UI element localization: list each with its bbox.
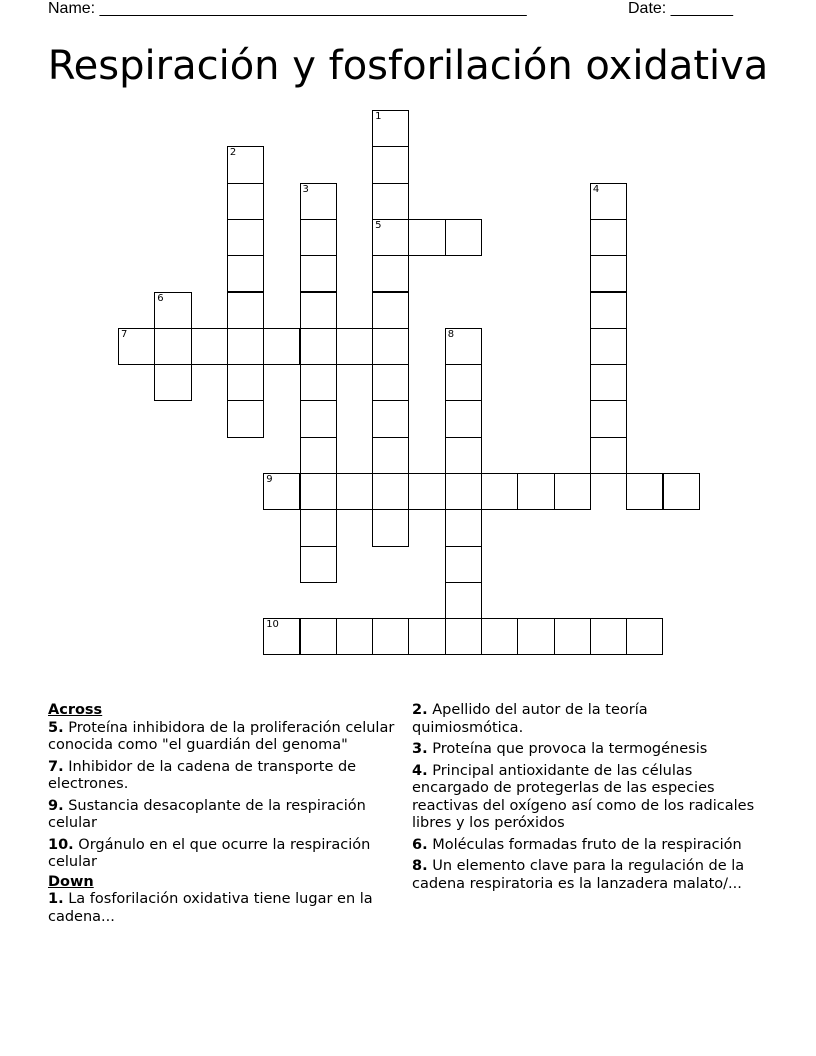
grid-cell[interactable] — [445, 473, 482, 510]
grid-cell[interactable] — [336, 618, 373, 655]
cell-number: 7 — [121, 328, 128, 340]
grid-cell[interactable] — [227, 400, 264, 437]
grid-cell[interactable] — [372, 364, 409, 401]
grid-cell[interactable] — [300, 546, 337, 583]
grid-cell-1[interactable] — [372, 110, 409, 147]
grid-cell[interactable] — [300, 618, 337, 655]
clue-number: 9. — [48, 797, 64, 814]
grid-cell[interactable] — [590, 292, 627, 329]
cell-number: 9 — [266, 474, 273, 485]
down-clue-1 — [48, 891, 400, 926]
grid-cell[interactable] — [517, 618, 554, 655]
clue-number: 4. — [412, 762, 428, 779]
across-clue-5 — [48, 720, 400, 755]
grid-cell[interactable] — [372, 509, 409, 546]
grid-cell[interactable] — [626, 618, 663, 655]
grid-cell[interactable] — [445, 509, 482, 546]
grid-cell[interactable] — [408, 618, 445, 655]
cell-number: 1 — [375, 111, 382, 122]
grid-cell[interactable] — [372, 618, 409, 655]
grid-cell[interactable] — [154, 328, 191, 365]
grid-cell[interactable] — [300, 219, 337, 256]
grid-cell[interactable] — [227, 292, 264, 329]
clue-text: Orgánulo en el que ocurre la respiración celular — [48, 836, 371, 870]
cell-number: 8 — [447, 328, 455, 340]
across-heading: Across — [48, 702, 103, 718]
grid-cell[interactable] — [372, 328, 409, 365]
clue-text: Un elemento clave para la regulación de la cadena respiratoria es la lanzadera malato/... — [412, 858, 745, 892]
name-field-label: Name: ________________________________________________ — [48, 0, 527, 17]
clue-text: Proteína que provoca la termogénesis — [427, 741, 708, 757]
grid-cell[interactable] — [408, 219, 445, 256]
grid-cell[interactable] — [554, 473, 591, 510]
grid-cell-10[interactable] — [263, 618, 300, 655]
grid-cell[interactable] — [372, 400, 409, 437]
grid-cell-6[interactable] — [154, 292, 191, 329]
grid-cell[interactable] — [445, 618, 482, 655]
grid-cell[interactable] — [227, 183, 264, 220]
clue-text: Sustancia desacoplante de la respiración celular — [48, 797, 366, 831]
clue-number: 6. — [412, 836, 428, 853]
grid-cell[interactable] — [300, 328, 337, 365]
grid-cell[interactable] — [372, 473, 409, 510]
grid-cell[interactable] — [445, 219, 482, 256]
grid-cell[interactable] — [372, 183, 409, 220]
across-clue-10 — [48, 837, 400, 872]
clue-text: La fosforilación oxidativa tiene lugar en la cadena... — [48, 891, 373, 925]
across-clue-7 — [48, 759, 400, 794]
grid-cell[interactable] — [336, 328, 373, 365]
grid-cell[interactable] — [445, 400, 482, 437]
grid-cell[interactable] — [590, 219, 627, 256]
clue-number: 8. — [412, 858, 428, 874]
cell-number: 10 — [266, 619, 279, 631]
grid-cell[interactable] — [590, 400, 627, 437]
down-heading: Down — [48, 873, 94, 890]
clue-number: 1. — [48, 891, 64, 907]
grid-cell[interactable] — [263, 328, 300, 365]
grid-cell[interactable] — [300, 364, 337, 401]
cell-number: 4 — [592, 183, 600, 195]
clue-number: 5. — [48, 719, 64, 736]
down-clue-8 — [412, 858, 762, 893]
clue-text: Moléculas formadas fruto de la respiración — [427, 836, 742, 853]
clue-text: Inhibidor de la cadena de transporte de electrones. — [48, 758, 357, 792]
clues-left-column — [48, 702, 400, 930]
grid-cell[interactable] — [300, 473, 337, 510]
grid-cell[interactable] — [590, 437, 627, 474]
cell-number: 6 — [157, 292, 164, 304]
grid-cell-3[interactable] — [300, 183, 337, 220]
grid-cell[interactable] — [445, 546, 482, 583]
cell-number: 3 — [302, 183, 309, 195]
grid-cell[interactable] — [372, 292, 409, 329]
clue-text: Proteína inhibidora de la proliferación celular conocida como "el guardián del genoma" — [48, 719, 395, 753]
grid-cell-9[interactable] — [263, 473, 300, 510]
down-clue-6 — [412, 837, 762, 855]
grid-cell[interactable] — [372, 146, 409, 183]
grid-cell[interactable] — [626, 473, 663, 510]
grid-cell[interactable] — [445, 582, 482, 619]
grid-cell[interactable] — [227, 255, 264, 292]
grid-cell[interactable] — [191, 328, 228, 365]
clue-number: 2. — [412, 702, 428, 718]
grid-cell[interactable] — [300, 437, 337, 474]
grid-cell[interactable] — [590, 328, 627, 365]
grid-cell[interactable] — [517, 473, 554, 510]
grid-cell[interactable] — [663, 473, 700, 510]
grid-cell[interactable] — [445, 437, 482, 474]
grid-cell[interactable] — [590, 364, 627, 401]
grid-cell[interactable] — [227, 364, 264, 401]
clues-right-column — [412, 702, 762, 897]
grid-cell[interactable] — [481, 473, 518, 510]
grid-cell-5[interactable] — [372, 219, 409, 256]
clue-text: Principal antioxidante de las células encargado de protegerlas de las especies reactivas del oxígeno así como de los radicales libres y los peróxidos — [412, 762, 755, 831]
grid-cell[interactable] — [154, 364, 191, 401]
grid-cell-2[interactable] — [227, 146, 264, 183]
cell-number: 2 — [229, 147, 237, 159]
page-title: Respiración y fosforilación oxidativa — [47, 43, 769, 89]
cell-number: 5 — [375, 219, 382, 231]
down-clue-4 — [412, 763, 762, 833]
grid-cell[interactable] — [590, 618, 627, 655]
grid-cell[interactable] — [481, 618, 518, 655]
grid-cell-7[interactable] — [118, 328, 155, 365]
date-field-label: Date: _______ — [628, 0, 733, 17]
grid-cell[interactable] — [372, 255, 409, 292]
grid-cell[interactable] — [300, 509, 337, 546]
clue-number: 3. — [412, 741, 428, 757]
grid-cell[interactable] — [445, 364, 482, 401]
grid-cell[interactable] — [554, 618, 591, 655]
grid-cell[interactable] — [590, 255, 627, 292]
down-clue-2 — [412, 702, 762, 737]
grid-cell[interactable] — [336, 473, 373, 510]
across-clue-9 — [48, 798, 400, 833]
grid-cell-8[interactable] — [445, 328, 482, 365]
grid-cell[interactable] — [227, 219, 264, 256]
down-clue-3 — [412, 741, 762, 759]
clue-text: Apellido del autor de la teoría quimiosmótica. — [412, 702, 648, 736]
grid-cell-4[interactable] — [590, 183, 627, 220]
grid-cell[interactable] — [227, 328, 264, 365]
grid-cell[interactable] — [300, 255, 337, 292]
grid-cell[interactable] — [408, 473, 445, 510]
clue-number: 10. — [48, 836, 74, 853]
grid-cell[interactable] — [372, 437, 409, 474]
clue-number: 7. — [48, 758, 64, 775]
grid-cell[interactable] — [300, 400, 337, 437]
grid-cell[interactable] — [300, 292, 337, 329]
